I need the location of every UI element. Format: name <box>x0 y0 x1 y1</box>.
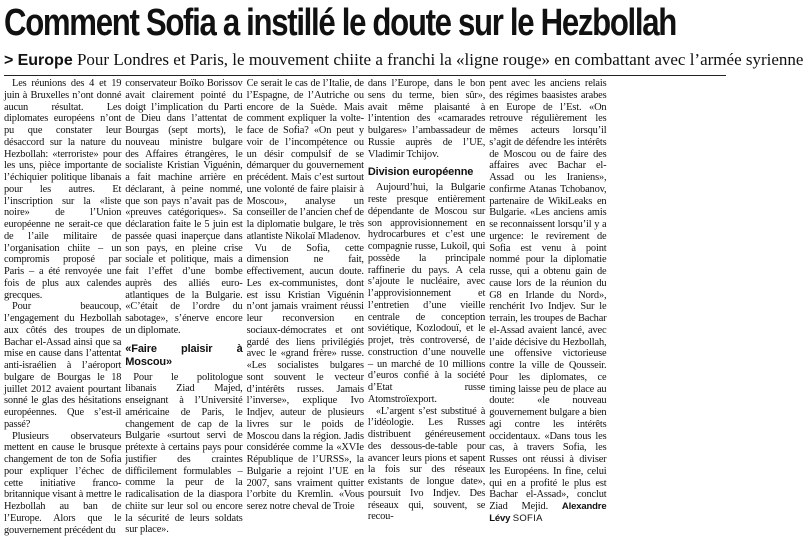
deck-marker: > <box>4 52 13 69</box>
column-5 <box>489 78 606 404</box>
paragraph: Plusieurs observateurs mettent en cause le brusque changement de ton de Sofia pour expliquer l’échec de cette initiative franco-britannique visant à mettre le Hezbollah au ban de l’Europe. Alors que le gouvernement précédent du <box>4 431 121 536</box>
column-1 <box>4 78 121 404</box>
article-body <box>4 78 728 404</box>
byline-place: SOFIA <box>513 513 543 524</box>
paragraph: dans l’Europe, dans le bon sens du terme, bien sûr», avait même plaisanté à l’intention des «camarades bulgares» l’ambassadeur de Russie auprès de l’UE, Vladimir Tchijov. <box>368 78 485 160</box>
deck-text: Pour Londres et Paris, le mouvement chiite a franchi la «ligne rouge» en combattant avec l’armée syrienne <box>77 50 803 69</box>
column-2 <box>125 78 242 404</box>
separator-rule <box>4 75 726 76</box>
paragraph: conservateur Boïko Borissov avait clairement pointé du doigt l’implication du Parti de Dieu dans l’attentat de Bourgas (sept morts), le nouveau ministre bulgare des Affaires étrangères, le socialiste Kristian Viguénin, a fait machine arrière en déclarant, à peine nommé, que son pays n’avait pas de «preuves catégoriques». Sa déclaration faite le 5 juin est passée quasi inaperçue dans son pays, en pleine crise sociale et politique, mais a fait l’effet d’une bombe auprès des alliés euro-atlantiques de la Bulgarie. «C’était de l’ordre du sabotage», s’énerve encore un diplomate. <box>125 78 242 337</box>
column-4 <box>368 78 485 404</box>
paragraph: Pour beaucoup, l’engagement du Hezbollah aux côtés des troupes de Bachar el-Assad ainsi que sa mise en cause dans l’attentat anti-israélien à l’aéroport bulgare de Bourgas le 18 juillet 2012 avaient pourtant sonné le glas des hésitations européennes. Que s’est-il passé? <box>4 301 121 430</box>
paragraph <box>489 78 606 525</box>
subheading: «Faire plaisir à Moscou» <box>125 343 242 369</box>
paragraph-text: pent avec les anciens relais des régimes baasistes arabes en Europe de l’Est. «On retrouve régulièrement les mêmes acteurs lorsqu’il s’agit de défendre les intérêts de Moscou ou de faire des affaires avec Bachar el-Assad ou les Iraniens», confirme Atanas Tchobanov, partenaire de WikiLeaks en Bulgarie. «Les anciens amis se reconnaissent lorsqu’il y a urgence: le revirement de Sofia est venu à point nommé pour la diplomatie russe, qui a obtenu gain de cause lors de la réunion du G8 en Irlande du Nord», renchérit Ivo Indjev. Sur le terrain, les troupes de Bachar el-Assad avaient lancé, avec l’aide décisive du Hezbollah, une offensive victorieuse contre la ville de Qousseir. Pour les diplomates, ce timing laisse peu de place au doute: «le nouveau gouvernement bulgare a bien agi contre les intérêts occidentaux. «Dans tous les cas, à travers Sofia, les Russes ont réussi à diviser les Européens. In fine, celui qui en a profité le plus est Bachar el-Assad», conclut Ziad Mejid. <box>489 78 606 512</box>
paragraph: Vu de Sofia, cette dimension ne fait, effectivement, aucun doute. Les ex-communistes, dont est issu Kristian Viguénin n’ont jamais vraiment réussi leur reconversion en sociaux-démocrates et ont gardé des liens privilégiés avec le «grand frère» russe. «Les socialistes bulgares sont souvent le vecteur d’intérêts russes. Jamais l’inverse», explique Ivo Indjev, auteur de plusieurs livres sur le poids de Moscou dans la région. Jadis considérée comme la «XVIe République de l’URSS», la Bulgarie a rejoint l’UE en 2007, sans vraiment quitter l’orbite du Kremlin. «Vous serez notre cheval de Troie <box>247 243 364 513</box>
subheading: Division européenne <box>368 166 485 179</box>
paragraph: «L’argent s’est substitué à l’idéologie. Les Russes distribuent généreusement des dessous-de-table pour avancer leurs pions et sapent la fois sur des réseaux existants de longue date», poursuit Ivo Indjev. Des réseaux qui, souvent, se recou- <box>368 406 485 524</box>
deck <box>4 50 726 71</box>
column-3 <box>247 78 364 404</box>
byline-author: Alexandre Lévy <box>489 501 606 524</box>
paragraph: Aujourd’hui, la Bulgarie reste presque entièrement dépendante de Moscou sur son approvisionnement en hydrocarbures et c’est une compagnie russe, Lukoil, qui possède la principale raffinerie du pays. A cela s’ajoute le nucléaire, avec l’approvisionnement et l’entretien d’une vieille centrale de conception soviétique, Kozlodouï, et le projet, très controversé, de construction d’une nouvelle – un marché de 10 millions d’euros confié à la société d’Etat russe Atomstroïexport. <box>368 182 485 405</box>
headline: Comment Sofia a instillé le doute sur le Hezbollah <box>4 1 596 45</box>
deck-kicker: Europe <box>18 52 73 69</box>
paragraph: Ce serait le cas de l’Italie, de l’Espagne, de l’Autriche ou encore de la Suède. Mais comment expliquer la volte-face de Sofia? «On peut y voir de l’incompétence ou un désir compulsif de se démarquer du gouvernement précédent. Mais c’est surtout une volonté de faire plaisir à Moscou», analyse un conseiller de l’ancien chef de la diplomatie bulgare, le très atlantiste Nikolaï Mladenov. <box>247 78 364 243</box>
paragraph: Les réunions des 4 et 19 juin à Bruxelles n’ont donné aucun résultat. Les diplomates européens n’ont pu que constater leur désaccord sur la nature du Hezbollah: «terroriste» pour les uns, pièce importante de l’échiquier politique libanais pour les autres. Et l’inscription sur la «liste noire» de l’Union européenne ne serait-ce que de l’aile militaire de l’organisation chiite – un compromis proposé par Paris – a été renvoyée une fois de plus aux calendes grecques. <box>4 78 121 301</box>
paragraph: Pour le politologue libanais Ziad Majed, enseignant à l’Université américaine de Paris, le changement de cap de la Bulgarie «surtout servi de prétexte à certains pays pour justifier des craintes difficilement formulables – comme la peur de la radicalisation de la diaspora chiite sur leur sol ou encore la sécurité de leurs soldats sur place». <box>125 372 242 536</box>
